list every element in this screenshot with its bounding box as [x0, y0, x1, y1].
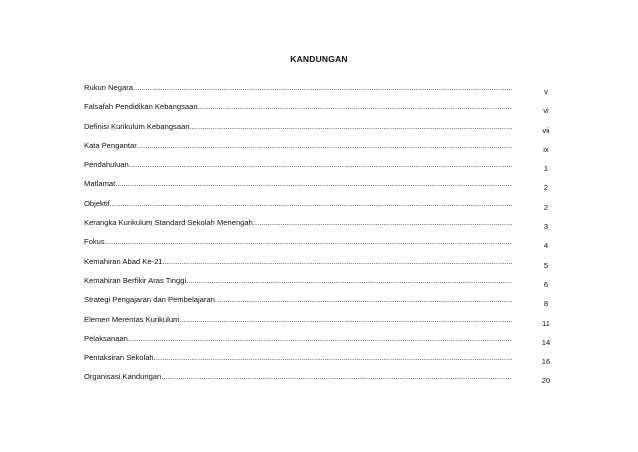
toc-dot-leader: [133, 83, 512, 93]
toc-page-number: vii: [542, 125, 550, 135]
toc-row: [84, 257, 584, 276]
toc-label: Kerangka Kurikulum Standard Sekolah Menengah: [84, 218, 253, 228]
toc-label: Definisi Kurikulum Kebangsaan: [84, 121, 190, 131]
toc-label: Matlamat: [84, 179, 116, 189]
toc-page-number: 2: [543, 183, 549, 193]
toc-label: Kemahiran Berfikir Aras Tinggi: [84, 275, 187, 285]
toc-label: Kata Pengantar: [84, 140, 137, 150]
toc-row: [84, 334, 584, 353]
toc-page-number: 16: [541, 357, 551, 367]
toc-page-number: 4: [543, 241, 549, 251]
toc-page-number: vi: [543, 106, 549, 116]
toc-row: [84, 83, 584, 102]
toc-entry: [84, 102, 512, 112]
toc-entry: [84, 179, 512, 189]
toc-entry: [84, 334, 512, 344]
toc-label: Fokus: [84, 237, 105, 247]
toc-row: [84, 353, 584, 372]
toc-dot-leader: [179, 315, 512, 325]
toc-dot-leader: [129, 160, 512, 170]
toc-row: [84, 199, 584, 218]
toc-label: Organisasi Kandungan: [84, 372, 162, 382]
toc-dot-leader: [198, 102, 512, 112]
toc-dot-leader: [110, 199, 512, 209]
toc-page-number: 1: [543, 164, 549, 174]
toc-label: Falsafah Pendidikan Kebangsaan: [84, 102, 198, 112]
toc-label: Rukun Negara: [84, 83, 133, 92]
toc-dot-leader: [215, 295, 512, 305]
toc-page-number: v: [544, 87, 548, 96]
toc-dot-leader: [154, 353, 512, 363]
toc-row: [84, 218, 584, 237]
toc-dot-leader: [128, 334, 512, 344]
toc-entry: [84, 122, 512, 132]
toc-dot-leader: [115, 179, 512, 189]
toc-entry: [84, 276, 512, 286]
toc-label: Objektif: [84, 198, 110, 208]
toc-entry: [84, 218, 512, 228]
toc-row: [84, 179, 584, 198]
toc-entry: [84, 199, 512, 209]
page-title: KANDUNGAN: [290, 54, 348, 64]
toc-page-number: ix: [543, 144, 549, 154]
toc-row: [84, 276, 584, 295]
toc-dot-leader: [253, 218, 512, 228]
table-of-contents: [84, 83, 584, 392]
toc-row: [84, 102, 584, 121]
toc-row: [84, 237, 584, 256]
toc-page-number: 6: [543, 279, 549, 289]
toc-entry: [84, 160, 512, 170]
toc-page-number: 11: [542, 318, 550, 328]
toc-dot-leader: [137, 141, 512, 151]
toc-page-number: 5: [543, 260, 549, 270]
toc-entry: [84, 83, 512, 93]
toc-dot-leader: [105, 237, 512, 247]
toc-entry: [84, 237, 512, 247]
toc-page-number: 14: [541, 337, 551, 347]
toc-label: Pentaksiran Sekolah: [84, 353, 154, 363]
toc-row: [84, 315, 584, 334]
toc-label: Strategi Pengajaran dan Pembelajaran: [84, 295, 215, 305]
toc-page-number: 8: [543, 299, 549, 309]
toc-entry: [84, 353, 512, 363]
toc-label: Pelaksanaan: [84, 333, 128, 343]
toc-entry: [84, 257, 512, 267]
toc-label: Elemen Merentas Kurikulum: [84, 314, 180, 324]
toc-row: [84, 372, 584, 391]
toc-row: [84, 141, 584, 160]
toc-dot-leader: [190, 122, 512, 132]
toc-row: [84, 122, 584, 141]
toc-row: [84, 295, 584, 314]
toc-page-number: 20: [541, 376, 551, 386]
toc-dot-leader: [186, 276, 512, 286]
toc-page-number: 2: [543, 202, 549, 212]
toc-entry: [84, 141, 512, 151]
toc-dot-leader: [161, 372, 512, 382]
toc-page-number: 3: [543, 222, 549, 232]
toc-dot-leader: [163, 257, 512, 267]
toc-row: [84, 160, 584, 179]
toc-entry: [84, 372, 512, 382]
toc-entry: [84, 295, 512, 305]
toc-entry: [84, 315, 512, 325]
toc-label: Kemahiran Abad Ke-21: [84, 256, 163, 266]
toc-label: Pendahuluan: [84, 160, 129, 170]
